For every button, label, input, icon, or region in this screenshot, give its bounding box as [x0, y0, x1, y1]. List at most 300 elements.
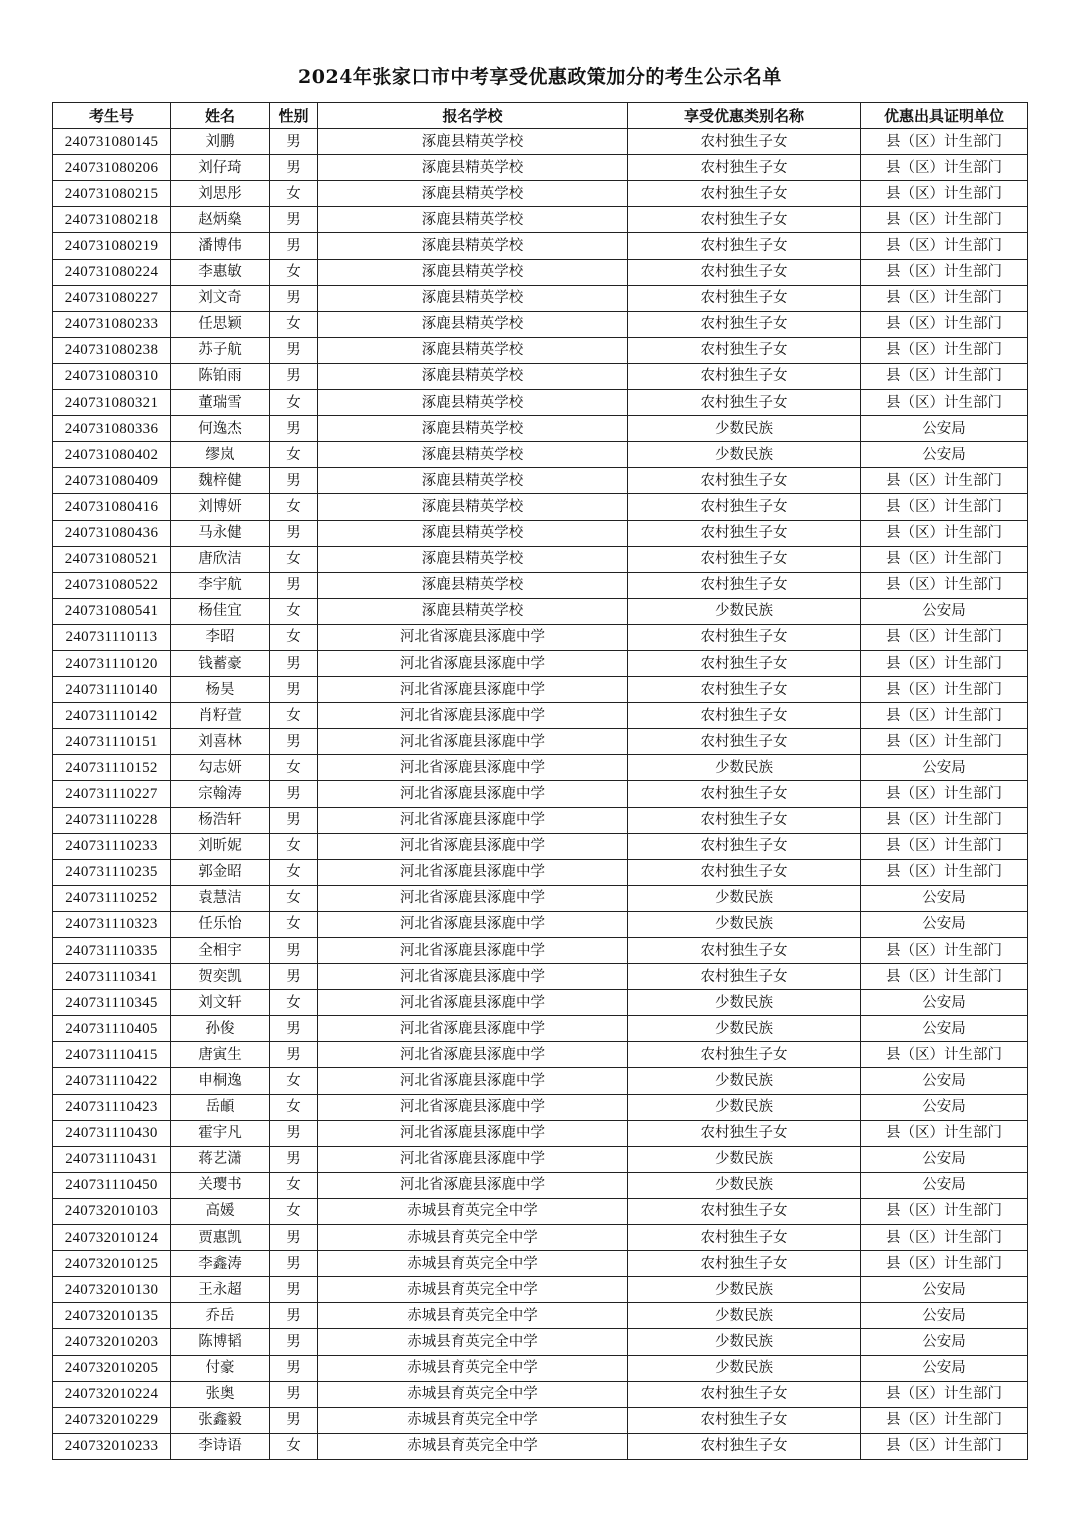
gender-cell: 女	[270, 1094, 318, 1120]
candidate-id-cell: 240731110345	[53, 990, 171, 1016]
name-cell: 蒋艺潇	[171, 1146, 270, 1172]
name-cell: 宗翰涛	[171, 781, 270, 807]
preference-category-cell: 农村独生子女	[628, 311, 861, 337]
gender-cell: 女	[270, 885, 318, 911]
header-certifying-unit: 优惠出具证明单位	[861, 103, 1028, 129]
candidate-id-cell: 240731080541	[53, 598, 171, 624]
preference-category-cell: 农村独生子女	[628, 807, 861, 833]
table-row	[53, 859, 1028, 885]
certifying-unit-cell: 公安局	[861, 1277, 1028, 1303]
preference-category-cell: 少数民族	[628, 416, 861, 442]
gender-cell: 男	[270, 781, 318, 807]
candidate-id-cell: 240731080215	[53, 181, 171, 207]
certifying-unit-cell: 县（区）计生部门	[861, 1225, 1028, 1251]
gender-cell: 女	[270, 990, 318, 1016]
preference-category-cell: 农村独生子女	[628, 650, 861, 676]
name-cell: 刘昕妮	[171, 833, 270, 859]
school-cell: 河北省涿鹿县涿鹿中学	[318, 729, 628, 755]
candidate-id-cell: 240731110228	[53, 807, 171, 833]
header-candidate-id: 考生号	[53, 103, 171, 129]
preference-category-cell: 农村独生子女	[628, 494, 861, 520]
candidate-id-cell: 240731110235	[53, 859, 171, 885]
gender-cell: 女	[270, 859, 318, 885]
candidate-id-cell: 240732010205	[53, 1355, 171, 1381]
school-cell: 赤城县育英完全中学	[318, 1225, 628, 1251]
candidate-id-cell: 240732010125	[53, 1251, 171, 1277]
preference-category-cell: 农村独生子女	[628, 938, 861, 964]
preference-category-cell: 少数民族	[628, 1329, 861, 1355]
gender-cell: 男	[270, 416, 318, 442]
gender-cell: 女	[270, 546, 318, 572]
candidate-id-cell: 240731080522	[53, 572, 171, 598]
school-cell: 河北省涿鹿县涿鹿中学	[318, 703, 628, 729]
preference-category-cell: 农村独生子女	[628, 337, 861, 363]
school-cell: 涿鹿县精英学校	[318, 598, 628, 624]
school-cell: 涿鹿县精英学校	[318, 572, 628, 598]
name-cell: 霍宇凡	[171, 1120, 270, 1146]
preference-category-cell: 农村独生子女	[628, 833, 861, 859]
preference-category-cell: 少数民族	[628, 755, 861, 781]
school-cell: 涿鹿县精英学校	[318, 442, 628, 468]
school-cell: 河北省涿鹿县涿鹿中学	[318, 1016, 628, 1042]
table-row	[53, 520, 1028, 546]
certifying-unit-cell: 公安局	[861, 1146, 1028, 1172]
certifying-unit-cell: 公安局	[861, 1016, 1028, 1042]
candidate-id-cell: 240731110151	[53, 729, 171, 755]
school-cell: 河北省涿鹿县涿鹿中学	[318, 833, 628, 859]
candidate-id-cell: 240732010229	[53, 1407, 171, 1433]
certifying-unit-cell: 县（区）计生部门	[861, 572, 1028, 598]
certifying-unit-cell: 县（区）计生部门	[861, 964, 1028, 990]
gender-cell: 男	[270, 1042, 318, 1068]
candidate-id-cell: 240731110233	[53, 833, 171, 859]
candidate-id-cell: 240731110422	[53, 1068, 171, 1094]
school-cell: 涿鹿县精英学校	[318, 494, 628, 520]
table-row	[53, 1225, 1028, 1251]
school-cell: 河北省涿鹿县涿鹿中学	[318, 1042, 628, 1068]
school-cell: 涿鹿县精英学校	[318, 155, 628, 181]
certifying-unit-cell: 公安局	[861, 911, 1028, 937]
school-cell: 涿鹿县精英学校	[318, 520, 628, 546]
table-row	[53, 755, 1028, 781]
gender-cell: 男	[270, 1251, 318, 1277]
preference-category-cell: 农村独生子女	[628, 155, 861, 181]
candidate-id-cell: 240731110140	[53, 677, 171, 703]
gender-cell: 女	[270, 598, 318, 624]
name-cell: 刘文奇	[171, 285, 270, 311]
gender-cell: 女	[270, 624, 318, 650]
certifying-unit-cell: 县（区）计生部门	[861, 207, 1028, 233]
certifying-unit-cell: 县（区）计生部门	[861, 807, 1028, 833]
preference-category-cell: 农村独生子女	[628, 129, 861, 155]
preference-category-cell: 少数民族	[628, 1303, 861, 1329]
gender-cell: 女	[270, 1068, 318, 1094]
candidate-id-cell: 240731080416	[53, 494, 171, 520]
certifying-unit-cell: 县（区）计生部门	[861, 1407, 1028, 1433]
table-row	[53, 650, 1028, 676]
name-cell: 李昭	[171, 624, 270, 650]
name-cell: 全相宇	[171, 938, 270, 964]
gender-cell: 女	[270, 390, 318, 416]
preference-category-cell: 少数民族	[628, 1355, 861, 1381]
preference-category-cell: 少数民族	[628, 598, 861, 624]
gender-cell: 女	[270, 911, 318, 937]
school-cell: 河北省涿鹿县涿鹿中学	[318, 1172, 628, 1198]
certifying-unit-cell: 公安局	[861, 416, 1028, 442]
preference-category-cell: 农村独生子女	[628, 1120, 861, 1146]
gender-cell: 女	[270, 703, 318, 729]
table-row	[53, 729, 1028, 755]
name-cell: 潘博伟	[171, 233, 270, 259]
school-cell: 赤城县育英完全中学	[318, 1407, 628, 1433]
candidate-id-cell: 240731110431	[53, 1146, 171, 1172]
preference-category-cell: 农村独生子女	[628, 1433, 861, 1459]
school-cell: 涿鹿县精英学校	[318, 181, 628, 207]
table-row	[53, 1303, 1028, 1329]
certifying-unit-cell: 县（区）计生部门	[861, 181, 1028, 207]
school-cell: 涿鹿县精英学校	[318, 363, 628, 389]
school-cell: 河北省涿鹿县涿鹿中学	[318, 938, 628, 964]
candidate-id-cell: 240732010135	[53, 1303, 171, 1329]
school-cell: 涿鹿县精英学校	[318, 468, 628, 494]
gender-cell: 女	[270, 494, 318, 520]
certifying-unit-cell: 县（区）计生部门	[861, 833, 1028, 859]
candidate-id-cell: 240731080321	[53, 390, 171, 416]
gender-cell: 男	[270, 1303, 318, 1329]
table-row	[53, 390, 1028, 416]
gender-cell: 女	[270, 1433, 318, 1459]
certifying-unit-cell: 县（区）计生部门	[861, 520, 1028, 546]
school-cell: 河北省涿鹿县涿鹿中学	[318, 755, 628, 781]
candidate-id-cell: 240731110430	[53, 1120, 171, 1146]
certifying-unit-cell: 县（区）计生部门	[861, 650, 1028, 676]
name-cell: 张奥	[171, 1381, 270, 1407]
table-row	[53, 964, 1028, 990]
name-cell: 马永健	[171, 520, 270, 546]
school-cell: 涿鹿县精英学校	[318, 390, 628, 416]
candidate-id-cell: 240731080402	[53, 442, 171, 468]
header-school: 报名学校	[318, 103, 628, 129]
school-cell: 河北省涿鹿县涿鹿中学	[318, 1068, 628, 1094]
certifying-unit-cell: 公安局	[861, 1068, 1028, 1094]
school-cell: 涿鹿县精英学校	[318, 311, 628, 337]
preference-category-cell: 农村独生子女	[628, 233, 861, 259]
certifying-unit-cell: 县（区）计生部门	[861, 781, 1028, 807]
header-name: 姓名	[171, 103, 270, 129]
certifying-unit-cell: 县（区）计生部门	[861, 1198, 1028, 1224]
name-cell: 任思颖	[171, 311, 270, 337]
table-row	[53, 1172, 1028, 1198]
table-row	[53, 1094, 1028, 1120]
table-row	[53, 1381, 1028, 1407]
name-cell: 唐欣洁	[171, 546, 270, 572]
certifying-unit-cell: 县（区）计生部门	[861, 337, 1028, 363]
gender-cell: 男	[270, 650, 318, 676]
school-cell: 赤城县育英完全中学	[318, 1381, 628, 1407]
school-cell: 河北省涿鹿县涿鹿中学	[318, 781, 628, 807]
school-cell: 涿鹿县精英学校	[318, 285, 628, 311]
candidate-id-cell: 240731080206	[53, 155, 171, 181]
candidate-id-cell: 240731110450	[53, 1172, 171, 1198]
preference-category-cell: 少数民族	[628, 1172, 861, 1198]
name-cell: 申桐逸	[171, 1068, 270, 1094]
table-row	[53, 1016, 1028, 1042]
table-row	[53, 703, 1028, 729]
gender-cell: 男	[270, 1407, 318, 1433]
candidate-id-cell: 240731110341	[53, 964, 171, 990]
name-cell: 李诗语	[171, 1433, 270, 1459]
candidate-id-cell: 240731110423	[53, 1094, 171, 1120]
candidate-id-cell: 240731080219	[53, 233, 171, 259]
table-row	[53, 546, 1028, 572]
certifying-unit-cell: 县（区）计生部门	[861, 494, 1028, 520]
school-cell: 河北省涿鹿县涿鹿中学	[318, 964, 628, 990]
school-cell: 赤城县育英完全中学	[318, 1355, 628, 1381]
table-row	[53, 181, 1028, 207]
table-row	[53, 677, 1028, 703]
preference-category-cell: 农村独生子女	[628, 859, 861, 885]
candidate-id-cell: 240731110142	[53, 703, 171, 729]
table-body	[53, 129, 1028, 1460]
gender-cell: 男	[270, 1016, 318, 1042]
name-cell: 高媛	[171, 1198, 270, 1224]
preference-category-cell: 农村独生子女	[628, 363, 861, 389]
gender-cell: 男	[270, 1355, 318, 1381]
preference-category-cell: 农村独生子女	[628, 390, 861, 416]
certifying-unit-cell: 县（区）计生部门	[861, 468, 1028, 494]
preference-category-cell: 农村独生子女	[628, 546, 861, 572]
name-cell: 刘博妍	[171, 494, 270, 520]
page-title: 2024年张家口市中考享受优惠政策加分的考生公示名单	[298, 66, 782, 88]
table-row	[53, 1329, 1028, 1355]
preference-category-cell: 农村独生子女	[628, 1198, 861, 1224]
name-cell: 钱蓄豪	[171, 650, 270, 676]
name-cell: 董瑞雪	[171, 390, 270, 416]
school-cell: 涿鹿县精英学校	[318, 546, 628, 572]
table-row	[53, 155, 1028, 181]
gender-cell: 女	[270, 1172, 318, 1198]
certifying-unit-cell: 公安局	[861, 1172, 1028, 1198]
certifying-unit-cell: 公安局	[861, 755, 1028, 781]
school-cell: 河北省涿鹿县涿鹿中学	[318, 807, 628, 833]
school-cell: 涿鹿县精英学校	[318, 233, 628, 259]
certifying-unit-cell: 县（区）计生部门	[861, 155, 1028, 181]
table-row	[53, 572, 1028, 598]
header-preference-category: 享受优惠类别名称	[628, 103, 861, 129]
table-row	[53, 1277, 1028, 1303]
certifying-unit-cell: 公安局	[861, 990, 1028, 1016]
certifying-unit-cell: 县（区）计生部门	[861, 259, 1028, 285]
preference-category-cell: 农村独生子女	[628, 624, 861, 650]
candidate-id-cell: 240731110113	[53, 624, 171, 650]
table-row	[53, 1433, 1028, 1459]
name-cell: 刘鹏	[171, 129, 270, 155]
gender-cell: 男	[270, 129, 318, 155]
name-cell: 孙俊	[171, 1016, 270, 1042]
table-row	[53, 468, 1028, 494]
school-cell: 河北省涿鹿县涿鹿中学	[318, 1120, 628, 1146]
certifying-unit-cell: 公安局	[861, 885, 1028, 911]
preference-category-cell: 农村独生子女	[628, 781, 861, 807]
candidate-id-cell: 240731080409	[53, 468, 171, 494]
gender-cell: 男	[270, 964, 318, 990]
table-row	[53, 363, 1028, 389]
preference-category-cell: 农村独生子女	[628, 1381, 861, 1407]
gender-cell: 男	[270, 572, 318, 598]
school-cell: 涿鹿县精英学校	[318, 259, 628, 285]
table-row	[53, 416, 1028, 442]
preference-category-cell: 农村独生子女	[628, 964, 861, 990]
table-row	[53, 1407, 1028, 1433]
name-cell: 贾惠凯	[171, 1225, 270, 1251]
certifying-unit-cell: 公安局	[861, 598, 1028, 624]
candidate-id-cell: 240731110227	[53, 781, 171, 807]
school-cell: 河北省涿鹿县涿鹿中学	[318, 677, 628, 703]
name-cell: 陈铂雨	[171, 363, 270, 389]
certifying-unit-cell: 县（区）计生部门	[861, 1381, 1028, 1407]
certifying-unit-cell: 县（区）计生部门	[861, 703, 1028, 729]
school-cell: 涿鹿县精英学校	[318, 129, 628, 155]
table-row	[53, 1198, 1028, 1224]
gender-cell: 女	[270, 311, 318, 337]
table-row	[53, 1355, 1028, 1381]
school-cell: 赤城县育英完全中学	[318, 1433, 628, 1459]
name-cell: 杨浩轩	[171, 807, 270, 833]
certifying-unit-cell: 县（区）计生部门	[861, 938, 1028, 964]
table-row	[53, 885, 1028, 911]
table-row	[53, 259, 1028, 285]
table-row	[53, 494, 1028, 520]
certifying-unit-cell: 县（区）计生部门	[861, 1433, 1028, 1459]
name-cell: 刘喜林	[171, 729, 270, 755]
preference-category-cell: 农村独生子女	[628, 1225, 861, 1251]
preference-category-cell: 少数民族	[628, 1068, 861, 1094]
table-row	[53, 207, 1028, 233]
name-cell: 贺奕凯	[171, 964, 270, 990]
name-cell: 杨佳宜	[171, 598, 270, 624]
table-row	[53, 1146, 1028, 1172]
name-cell: 关璎书	[171, 1172, 270, 1198]
candidate-id-cell: 240731080227	[53, 285, 171, 311]
gender-cell: 男	[270, 520, 318, 546]
candidate-id-cell: 240731080224	[53, 259, 171, 285]
name-cell: 李鑫涛	[171, 1251, 270, 1277]
name-cell: 刘思彤	[171, 181, 270, 207]
header-gender: 性别	[270, 103, 318, 129]
candidate-id-cell: 240731080238	[53, 337, 171, 363]
certifying-unit-cell: 县（区）计生部门	[861, 285, 1028, 311]
table-header	[53, 103, 1028, 129]
preference-category-cell: 少数民族	[628, 1016, 861, 1042]
school-cell: 赤城县育英完全中学	[318, 1303, 628, 1329]
preference-category-cell: 农村独生子女	[628, 285, 861, 311]
name-cell: 陈博韬	[171, 1329, 270, 1355]
preference-category-cell: 少数民族	[628, 1146, 861, 1172]
gender-cell: 女	[270, 442, 318, 468]
preference-category-cell: 农村独生子女	[628, 207, 861, 233]
table-row	[53, 833, 1028, 859]
candidate-id-cell: 240731110323	[53, 911, 171, 937]
header-row	[53, 103, 1028, 129]
table-row	[53, 1068, 1028, 1094]
name-cell: 乔岳	[171, 1303, 270, 1329]
table-row	[53, 911, 1028, 937]
name-cell: 赵炳燊	[171, 207, 270, 233]
gender-cell: 男	[270, 1381, 318, 1407]
candidate-id-cell: 240731080145	[53, 129, 171, 155]
certifying-unit-cell: 县（区）计生部门	[861, 677, 1028, 703]
candidate-id-cell: 240732010233	[53, 1433, 171, 1459]
certifying-unit-cell: 县（区）计生部门	[861, 546, 1028, 572]
school-cell: 河北省涿鹿县涿鹿中学	[318, 911, 628, 937]
gender-cell: 男	[270, 1277, 318, 1303]
gender-cell: 女	[270, 833, 318, 859]
gender-cell: 男	[270, 468, 318, 494]
preference-category-cell: 农村独生子女	[628, 468, 861, 494]
table-row	[53, 129, 1028, 155]
name-cell: 缪岚	[171, 442, 270, 468]
table-row	[53, 311, 1028, 337]
school-cell: 涿鹿县精英学校	[318, 416, 628, 442]
certifying-unit-cell: 公安局	[861, 1094, 1028, 1120]
candidate-id-cell: 240731080521	[53, 546, 171, 572]
gender-cell: 女	[270, 181, 318, 207]
table-row	[53, 1042, 1028, 1068]
candidate-id-cell: 240732010130	[53, 1277, 171, 1303]
gender-cell: 男	[270, 233, 318, 259]
preference-category-cell: 农村独生子女	[628, 572, 861, 598]
school-cell: 赤城县育英完全中学	[318, 1251, 628, 1277]
certifying-unit-cell: 县（区）计生部门	[861, 129, 1028, 155]
school-cell: 赤城县育英完全中学	[318, 1277, 628, 1303]
candidate-id-cell: 240731110152	[53, 755, 171, 781]
name-cell: 勾志妍	[171, 755, 270, 781]
name-cell: 李惠敏	[171, 259, 270, 285]
school-cell: 赤城县育英完全中学	[318, 1198, 628, 1224]
candidate-id-cell: 240731080436	[53, 520, 171, 546]
candidate-id-cell: 240731110120	[53, 650, 171, 676]
table-row	[53, 990, 1028, 1016]
certifying-unit-cell: 县（区）计生部门	[861, 311, 1028, 337]
table-row	[53, 938, 1028, 964]
certifying-unit-cell: 县（区）计生部门	[861, 729, 1028, 755]
preference-category-cell: 农村独生子女	[628, 520, 861, 546]
table-row	[53, 337, 1028, 363]
certifying-unit-cell: 公安局	[861, 1329, 1028, 1355]
candidate-id-cell: 240731080336	[53, 416, 171, 442]
preference-category-cell: 农村独生子女	[628, 181, 861, 207]
name-cell: 袁慧洁	[171, 885, 270, 911]
candidate-id-cell: 240731080233	[53, 311, 171, 337]
preference-category-cell: 少数民族	[628, 990, 861, 1016]
table-row	[53, 781, 1028, 807]
certifying-unit-cell: 公安局	[861, 442, 1028, 468]
candidate-id-cell: 240731110415	[53, 1042, 171, 1068]
preference-category-cell: 农村独生子女	[628, 1251, 861, 1277]
preference-category-cell: 农村独生子女	[628, 729, 861, 755]
school-cell: 涿鹿县精英学校	[318, 207, 628, 233]
certifying-unit-cell: 县（区）计生部门	[861, 1120, 1028, 1146]
gender-cell: 男	[270, 337, 318, 363]
candidate-id-cell: 240731080218	[53, 207, 171, 233]
candidate-id-cell: 240732010124	[53, 1225, 171, 1251]
name-cell: 刘文轩	[171, 990, 270, 1016]
certifying-unit-cell: 县（区）计生部门	[861, 1042, 1028, 1068]
name-cell: 何逸杰	[171, 416, 270, 442]
name-cell: 郭金昭	[171, 859, 270, 885]
gender-cell: 男	[270, 1225, 318, 1251]
school-cell: 河北省涿鹿县涿鹿中学	[318, 650, 628, 676]
